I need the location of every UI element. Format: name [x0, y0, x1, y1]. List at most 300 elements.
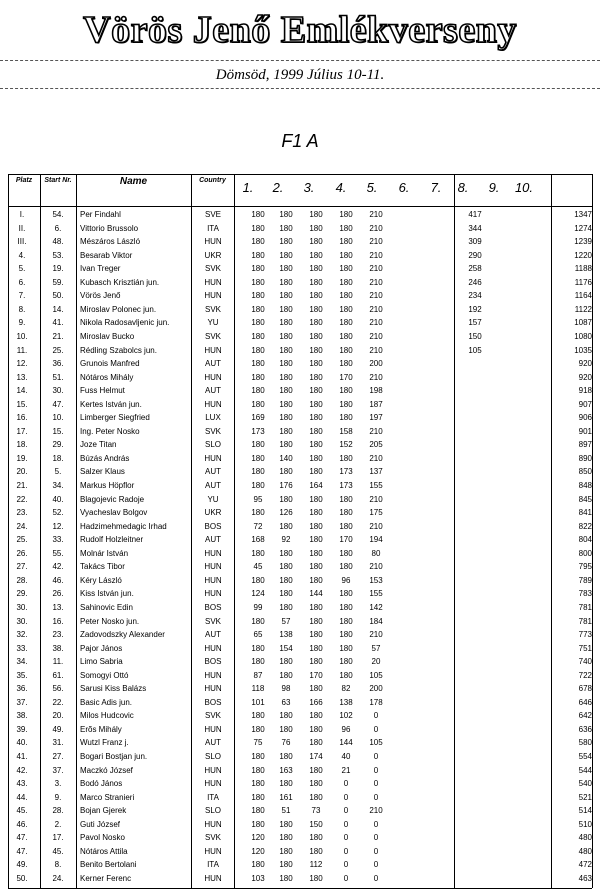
row-round-4-score: 180 [339, 616, 353, 626]
row-round-1-score: 180 [251, 399, 265, 409]
row-round-2-score: 180 [279, 250, 293, 260]
row-round-4-score: 0 [343, 806, 349, 816]
row-round-3-score: 180 [309, 738, 323, 748]
row-total: 795 [578, 562, 592, 572]
row-start-nr: 31. [52, 738, 64, 748]
row-round-2-score: 176 [279, 481, 293, 490]
header-round-3: 3. [303, 180, 315, 195]
row-round-3-score: 180 [309, 535, 323, 545]
row-round-1-score: 180 [251, 250, 265, 260]
row-round-5-score: 137 [369, 467, 383, 477]
row-round-4-score: 180 [339, 223, 353, 233]
row-round-2-score: 180 [279, 819, 293, 829]
row-start-nr: 42. [52, 562, 64, 572]
row-name: Bojan Gjerek [80, 806, 127, 816]
row-total: 480 [578, 846, 592, 856]
row-round-2-score: 154 [279, 643, 293, 653]
row-round-2-score: 180 [279, 386, 293, 396]
row-round-4-score: 180 [339, 237, 353, 247]
row-round-2-score: 57 [281, 616, 291, 626]
row-round-2-score: 180 [279, 602, 293, 612]
row-round-2-score: 180 [279, 237, 293, 247]
row-total: 918 [578, 386, 592, 396]
row-round-5-score: 184 [369, 616, 383, 626]
row-round-1-score: 75 [253, 738, 263, 748]
row-round-4-score: 173 [339, 481, 353, 490]
row-name: Somogyi Ottó [80, 670, 129, 680]
row-place: 4. [18, 250, 26, 260]
row-round-3-score: 180 [309, 467, 323, 477]
row-round-1-score: 180 [251, 237, 265, 247]
row-name: Kiss István jun. [80, 589, 134, 599]
row-round-2-score: 180 [279, 657, 293, 667]
row-country: AUT [205, 467, 221, 477]
row-country: SVK [204, 426, 221, 436]
row-round-3-score: 180 [309, 657, 323, 667]
row-country: HUN [204, 670, 222, 680]
row-total: 1164 [574, 291, 592, 301]
row-total: 841 [578, 508, 592, 518]
row-flyoff-score: 192 [468, 304, 482, 314]
header-round-2: 2. [272, 180, 284, 195]
row-country: ITA [207, 860, 219, 870]
row-round-3-score: 180 [309, 345, 323, 355]
row-country: HUN [204, 765, 222, 775]
row-country: HUN [204, 873, 222, 883]
row-round-1-score: 169 [251, 413, 265, 423]
row-round-3-score: 180 [309, 494, 323, 504]
row-round-4-score: 138 [339, 697, 353, 707]
row-round-3-score: 180 [309, 440, 323, 450]
row-country: HUN [204, 819, 222, 829]
header-round-5: 5. [366, 180, 378, 195]
row-round-2-score: 180 [279, 304, 293, 314]
row-name: Erõs Mihály [80, 724, 122, 734]
title-divider [0, 60, 600, 61]
row-round-4-score: 180 [339, 304, 353, 314]
row-round-4-score: 180 [339, 413, 353, 423]
row-place: 46. [16, 819, 28, 829]
row-flyoff-score: 246 [468, 277, 482, 287]
row-start-nr: 18. [52, 453, 64, 463]
row-place: 7. [18, 291, 26, 301]
column-divider [76, 174, 77, 888]
row-round-5-score: 210 [369, 264, 383, 274]
row-country: SLO [204, 440, 221, 450]
row-start-nr: 10. [52, 413, 64, 423]
row-country: HUN [204, 779, 222, 789]
row-round-1-score: 180 [251, 711, 265, 721]
row-place: 35. [16, 670, 28, 680]
row-name: Pavol Nosko [80, 833, 125, 843]
row-round-5-score: 210 [369, 223, 383, 233]
row-round-3-score: 180 [309, 508, 323, 518]
header-round-10: 10. [514, 180, 534, 195]
row-flyoff-score: 309 [468, 237, 482, 247]
row-round-4-score: 180 [339, 630, 353, 640]
row-round-1-score: 173 [251, 426, 265, 436]
row-total: 920 [578, 359, 592, 369]
header-round-7: 7. [430, 180, 442, 195]
row-total: 906 [578, 413, 592, 423]
row-name: Limberger Siegfried [80, 413, 150, 423]
row-round-2-score: 180 [279, 359, 293, 369]
row-round-2-score: 180 [279, 575, 293, 585]
row-place: 26. [16, 548, 28, 558]
row-start-nr: 30. [52, 386, 64, 396]
row-round-5-score: 210 [369, 562, 383, 572]
row-total: 678 [578, 684, 592, 694]
column-divider [454, 174, 455, 888]
row-round-2-score: 76 [281, 738, 291, 748]
row-total: 822 [578, 521, 592, 531]
row-round-5-score: 155 [369, 589, 383, 599]
row-round-3-score: 144 [309, 589, 323, 599]
row-start-nr: 25. [52, 345, 64, 355]
row-country: UKR [204, 250, 222, 260]
row-start-nr: 5. [54, 467, 62, 477]
row-start-nr: 56. [52, 684, 64, 694]
row-round-4-score: 180 [339, 359, 353, 369]
row-place: 8. [18, 304, 26, 314]
row-name: Besarab Viktor [80, 250, 133, 260]
row-round-5-score: 210 [369, 426, 383, 436]
row-round-3-score: 180 [309, 372, 323, 382]
row-round-2-score: 98 [281, 684, 291, 694]
row-flyoff-score: 344 [468, 223, 482, 233]
row-round-4-score: 180 [339, 331, 353, 341]
row-round-1-score: 101 [251, 697, 265, 707]
row-place: 11. [16, 345, 28, 355]
row-round-2-score: 180 [279, 291, 293, 301]
row-country: YU [207, 318, 219, 328]
row-country: BOS [204, 657, 222, 667]
row-start-nr: 21. [52, 331, 64, 341]
row-name: Sahinovic Edin [80, 602, 133, 612]
subtitle-divider [0, 88, 600, 89]
row-name: Basic Adis jun. [80, 697, 133, 707]
row-round-1-score: 103 [251, 873, 265, 883]
row-total: 521 [578, 792, 592, 802]
row-place: III. [17, 237, 27, 247]
row-round-2-score: 180 [279, 426, 293, 436]
row-round-5-score: 210 [369, 291, 383, 301]
row-round-5-score: 175 [369, 508, 383, 518]
row-name: Benito Bertolani [80, 860, 137, 870]
row-round-3-score: 112 [309, 860, 323, 870]
row-round-4-score: 180 [339, 494, 353, 504]
row-country: HUN [204, 724, 222, 734]
row-place: 39. [16, 724, 28, 734]
row-place: 20. [16, 467, 28, 477]
row-round-5-score: 105 [369, 670, 383, 680]
row-name: Salzer Klaus [80, 467, 125, 477]
row-round-3-score: 180 [309, 386, 323, 396]
row-start-nr: 12. [52, 521, 64, 531]
row-total: 783 [578, 589, 592, 599]
row-round-5-score: 210 [369, 453, 383, 463]
row-round-3-score: 180 [309, 223, 323, 233]
row-start-nr: 45. [52, 846, 64, 856]
row-round-1-score: 180 [251, 331, 265, 341]
row-country: AUT [205, 386, 221, 396]
row-flyoff-score: 105 [468, 345, 482, 355]
row-name: Peter Nosko jun. [80, 616, 140, 626]
row-round-3-score: 180 [309, 873, 323, 883]
row-country: LUX [205, 413, 221, 423]
row-country: SVK [204, 711, 221, 721]
row-total: 1347 [574, 210, 592, 219]
row-round-3-score: 180 [309, 264, 323, 274]
row-place: 13. [16, 372, 28, 382]
row-place: 32. [16, 630, 28, 640]
row-place: 25. [16, 535, 28, 545]
row-round-3-score: 180 [309, 833, 323, 843]
header-country: Country [199, 177, 226, 184]
row-name: Per Findahl [80, 210, 121, 219]
row-round-4-score: 170 [339, 372, 353, 382]
row-place: 19. [16, 453, 28, 463]
header-name: Name [119, 176, 148, 187]
row-place: 5. [18, 264, 26, 274]
row-name: Kubasch Krisztián jun. [80, 277, 160, 287]
row-start-nr: 37. [52, 765, 64, 775]
row-round-2-score: 138 [279, 630, 293, 640]
row-name: Kerner Ferenc [80, 873, 132, 883]
row-name: Blagojevic Radoje [80, 494, 145, 504]
row-country: SVK [204, 616, 221, 626]
row-name: Fuss Helmut [80, 386, 125, 396]
row-name: Bodó János [80, 779, 123, 789]
row-round-1-score: 180 [251, 575, 265, 585]
row-name: Rudolf Holzleitner [80, 535, 144, 545]
row-round-4-score: 96 [341, 575, 351, 585]
row-start-nr: 59. [52, 277, 64, 287]
row-round-2-score: 180 [279, 372, 293, 382]
row-total: 514 [578, 806, 592, 816]
row-round-2-score: 126 [279, 508, 293, 518]
row-round-5-score: 0 [373, 765, 379, 775]
row-round-1-score: 180 [251, 264, 265, 274]
row-total: 1122 [574, 304, 592, 314]
row-total: 1274 [574, 223, 592, 233]
header-round-8: 8. [457, 180, 469, 195]
row-place: 33. [16, 643, 28, 653]
row-country: SLO [204, 752, 221, 761]
row-round-4-score: 180 [339, 277, 353, 287]
row-round-1-score: 180 [251, 467, 265, 477]
row-total: 848 [578, 481, 592, 490]
row-round-3-score: 180 [309, 318, 323, 328]
row-round-4-score: 82 [341, 684, 351, 694]
row-place: II. [18, 223, 26, 233]
row-round-1-score: 180 [251, 291, 265, 301]
row-round-5-score: 200 [369, 684, 383, 694]
row-country: HUN [204, 399, 222, 409]
row-place: 30. [16, 602, 28, 612]
row-round-1-score: 180 [251, 372, 265, 382]
row-name: Vittorio Brussolo [80, 223, 139, 233]
row-name: Hadzimehmedagic Irhad [80, 521, 167, 531]
row-place: 6. [18, 277, 26, 287]
row-total: 1239 [574, 237, 592, 247]
row-start-nr: 14. [52, 304, 64, 314]
row-round-3-score: 180 [309, 237, 323, 247]
row-round-4-score: 180 [339, 508, 353, 518]
row-round-3-score: 180 [309, 562, 323, 572]
row-place: 15. [16, 399, 28, 409]
row-round-2-score: 180 [279, 467, 293, 477]
row-country: HUN [204, 345, 222, 355]
row-round-5-score: 105 [369, 738, 383, 748]
row-place: 36. [16, 684, 28, 694]
row-round-5-score: 198 [369, 386, 383, 396]
row-round-2-score: 180 [279, 264, 293, 274]
row-round-2-score: 63 [281, 697, 291, 707]
row-round-5-score: 0 [373, 752, 379, 761]
row-place: 23. [16, 508, 28, 518]
row-round-4-score: 180 [339, 386, 353, 396]
row-round-4-score: 21 [341, 765, 351, 775]
row-country: HUN [204, 846, 222, 856]
row-round-5-score: 178 [369, 697, 383, 707]
row-round-2-score: 180 [279, 399, 293, 409]
row-round-3-score: 150 [309, 819, 323, 829]
row-place: 9. [18, 318, 26, 328]
row-round-3-score: 166 [309, 697, 323, 707]
row-round-5-score: 0 [373, 779, 379, 789]
row-round-4-score: 180 [339, 657, 353, 667]
row-name: Maczkó József [80, 765, 133, 775]
row-total: 580 [578, 738, 592, 748]
class-label: F1 A [281, 131, 319, 151]
row-round-4-score: 0 [343, 819, 349, 829]
row-round-3-score: 180 [309, 413, 323, 423]
row-round-3-score: 180 [309, 453, 323, 463]
row-round-4-score: 180 [339, 643, 353, 653]
row-place: 24. [16, 521, 28, 531]
row-start-nr: 17. [52, 833, 64, 843]
row-round-2-score: 180 [279, 711, 293, 721]
row-round-2-score: 180 [279, 589, 293, 599]
row-start-nr: 16. [52, 616, 64, 626]
row-start-nr: 13. [52, 602, 64, 612]
row-country: AUT [205, 535, 221, 545]
header-round-1: 1. [242, 180, 254, 195]
row-start-nr: 11. [52, 657, 64, 667]
row-country: BOS [204, 521, 222, 531]
row-total: 789 [578, 575, 592, 585]
row-round-3-score: 73 [311, 806, 321, 816]
row-round-2-score: 163 [279, 765, 293, 775]
row-country: AUT [205, 481, 221, 490]
row-round-3-score: 170 [309, 670, 323, 680]
row-round-5-score: 210 [369, 318, 383, 328]
row-round-1-score: 180 [251, 359, 265, 369]
header-round-9: 9. [488, 180, 500, 195]
row-round-1-score: 180 [251, 792, 265, 802]
row-country: HUN [204, 277, 222, 287]
row-round-4-score: 96 [341, 724, 351, 734]
row-start-nr: 29. [52, 440, 64, 450]
row-round-1-score: 180 [251, 548, 265, 558]
row-round-5-score: 155 [369, 481, 383, 490]
row-round-1-score: 168 [251, 535, 265, 545]
row-round-2-score: 180 [279, 440, 293, 450]
row-place: 41. [16, 752, 28, 761]
row-country: ITA [207, 223, 219, 233]
row-place: 43. [16, 779, 28, 789]
row-round-1-score: 180 [251, 508, 265, 518]
row-round-4-score: 180 [339, 264, 353, 274]
row-round-1-score: 180 [251, 318, 265, 328]
row-round-1-score: 180 [251, 345, 265, 355]
row-name: Ivan Treger [80, 264, 121, 274]
row-place: 45. [16, 806, 28, 816]
row-round-1-score: 87 [253, 670, 263, 680]
row-place: 14. [16, 386, 28, 396]
row-round-1-score: 120 [251, 833, 265, 843]
row-name: Grunois Manfred [80, 359, 140, 369]
row-round-1-score: 65 [253, 630, 263, 640]
row-round-4-score: 180 [339, 548, 353, 558]
row-start-nr: 2. [54, 819, 62, 829]
row-round-4-score: 180 [339, 602, 353, 612]
row-total: 850 [578, 467, 592, 477]
row-country: SVK [204, 304, 221, 314]
row-name: Limo Sabria [80, 657, 123, 667]
row-round-4-score: 180 [339, 318, 353, 328]
row-country: BOS [204, 602, 222, 612]
row-round-5-score: 57 [371, 643, 381, 653]
row-round-3-score: 180 [309, 304, 323, 314]
row-round-2-score: 180 [279, 210, 293, 219]
row-name: Marco Stranieri [80, 792, 135, 802]
row-name: Pajor János [80, 643, 123, 653]
header-round-6: 6. [398, 180, 410, 195]
row-round-1-score: 180 [251, 643, 265, 653]
row-start-nr: 6. [54, 223, 62, 233]
row-round-3-score: 180 [309, 291, 323, 301]
row-start-nr: 50. [52, 291, 64, 301]
row-round-1-score: 72 [253, 521, 263, 531]
row-name: Nótáros Mihály [80, 372, 134, 382]
row-round-3-score: 180 [309, 210, 323, 219]
row-round-5-score: 194 [369, 535, 383, 545]
row-round-4-score: 0 [343, 779, 349, 789]
row-country: HUN [204, 291, 222, 301]
row-total: 1188 [574, 264, 592, 274]
row-round-4-score: 102 [339, 711, 353, 721]
row-round-5-score: 210 [369, 250, 383, 260]
row-start-nr: 49. [52, 724, 64, 734]
row-total: 804 [578, 535, 592, 545]
event-date-location: Dömsöd, 1999 Július 10-11. [215, 67, 385, 83]
row-start-nr: 40. [52, 494, 64, 504]
column-divider [234, 174, 235, 888]
row-round-5-score: 210 [369, 372, 383, 382]
row-round-4-score: 180 [339, 250, 353, 260]
row-round-2-score: 180 [279, 345, 293, 355]
row-round-5-score: 210 [369, 237, 383, 247]
row-round-2-score: 180 [279, 833, 293, 843]
header-place: Platz [15, 177, 33, 184]
row-round-5-score: 210 [369, 304, 383, 314]
row-name: Ing. Peter Nosko [80, 426, 140, 436]
row-round-5-score: 197 [369, 413, 383, 423]
row-name: Sarusi Kiss Balázs [80, 684, 147, 694]
row-round-4-score: 152 [339, 440, 353, 450]
